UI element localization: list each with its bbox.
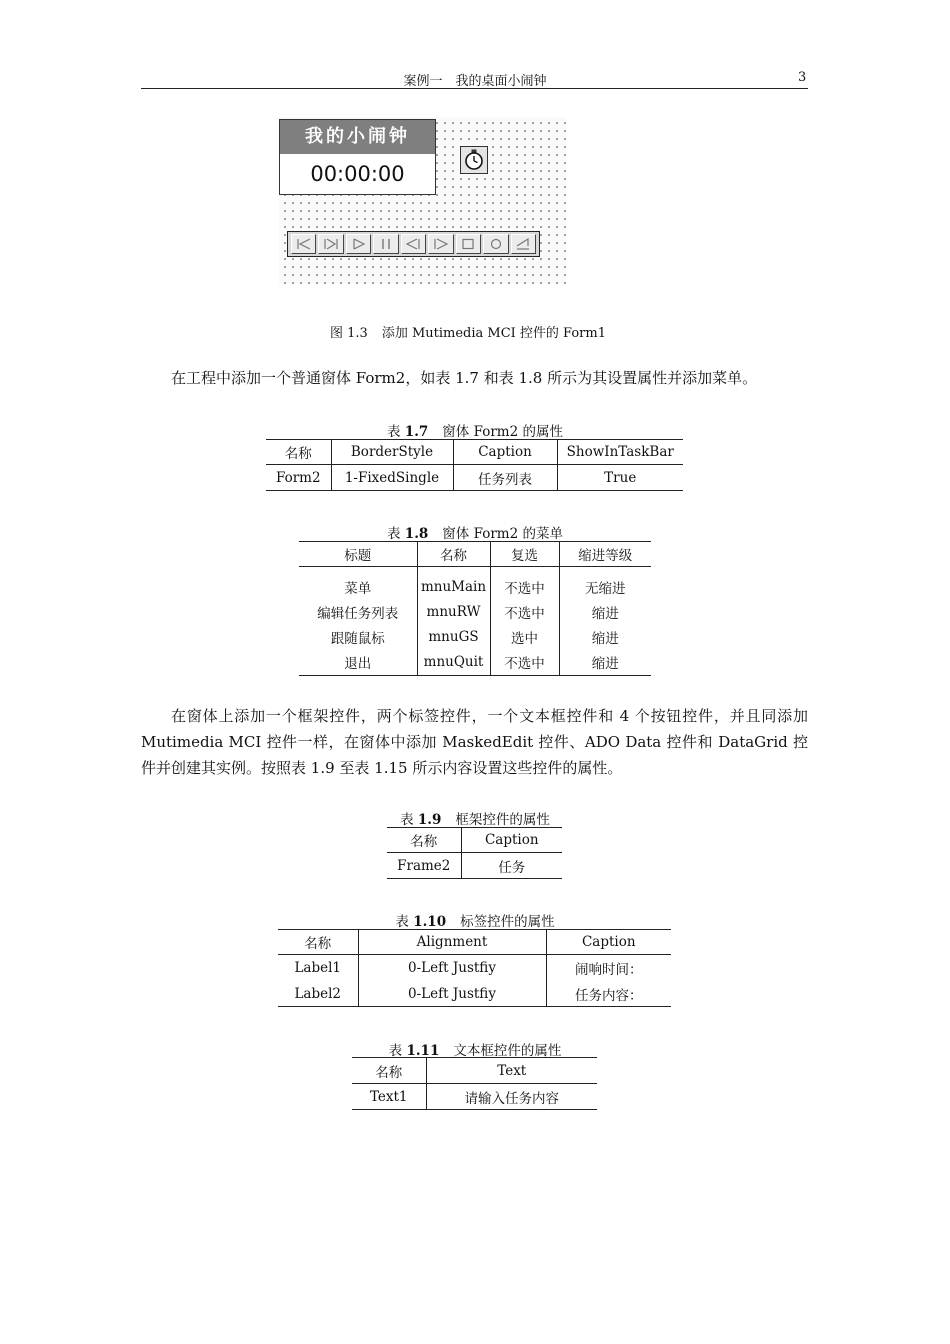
table-row	[352, 1084, 597, 1110]
skip-forward-icon	[323, 238, 339, 250]
table-cell: 退出	[344, 656, 372, 673]
table-row	[387, 853, 562, 879]
table-header-cell: ShowInTaskBar	[557, 440, 683, 465]
paragraph-1: 在工程中添加一个普通窗体 Form2，如表 1.7 和表 1.8 所示为其设置属性并添加菜单。	[171, 369, 758, 387]
table-cell: Form2	[275, 469, 321, 486]
page-number: 3	[798, 70, 807, 85]
clock-title: 我的小闹钟	[280, 120, 435, 154]
table-row	[299, 575, 651, 600]
table-cell: 不选中	[490, 650, 559, 676]
table-cell: 任务	[461, 853, 562, 879]
figure-caption	[0, 322, 950, 341]
stop-icon	[460, 238, 476, 250]
table-cell: 不选中	[490, 600, 559, 625]
table-row	[278, 955, 671, 982]
running-header: 案例一 我的桌面小闹钟	[403, 74, 547, 89]
header-rule	[141, 88, 808, 89]
table-cell: mnuGS	[417, 625, 490, 650]
table-header-cell: 名称	[284, 446, 312, 462]
table-cell: 选中	[490, 625, 559, 650]
mci-prev-button[interactable]	[291, 234, 316, 254]
table-header-cell: 复选	[490, 542, 559, 567]
eject-icon	[515, 238, 531, 250]
table-header-cell: 标题	[344, 548, 372, 564]
figure-number: 图 1.3	[330, 326, 368, 341]
clock-panel	[279, 119, 436, 195]
pause-icon	[378, 238, 394, 250]
table-cell: 1-FixedSingle	[331, 465, 453, 491]
table-cell: 无缩进	[559, 575, 651, 600]
table-header-cell: 名称	[417, 542, 490, 567]
table-1-9	[387, 827, 562, 879]
paragraph-2: 在窗体上添加一个框架控件，两个标签控件，一个文本框控件和 4 个按钮控件，并且同添加 Mutimedia MCI 控件一样，在窗体中添加 MaskedEdit 控件、ADO Data 控件和 DataGrid 控件并创建其实例。按照表 1.9 至表 1.15 所示内容设置这些控件的属性。	[141, 707, 808, 777]
mci-next-button[interactable]	[318, 234, 343, 254]
table-cell: 缩进	[559, 650, 651, 676]
table-cell: 任务内容：	[546, 982, 671, 1007]
table-cell: Label1	[294, 960, 342, 977]
mci-record-button[interactable]	[483, 234, 508, 254]
table-cell: mnuMain	[417, 575, 490, 600]
clock-time: 00:00:00	[310, 162, 405, 186]
table-cell: Frame2	[397, 857, 451, 874]
mci-eject-button[interactable]	[511, 234, 536, 254]
mci-play-button[interactable]	[346, 234, 371, 254]
mci-pause-button[interactable]	[373, 234, 398, 254]
table-1-11-title: 表 1.11 文本框控件的属性	[388, 1043, 562, 1059]
table-cell: 闹响时间：	[546, 955, 671, 982]
table-cell: 任务列表	[453, 465, 557, 491]
table-cell: 菜单	[344, 581, 372, 597]
table-row	[278, 982, 671, 1007]
table-1-11	[352, 1057, 597, 1110]
table-cell: 请输入任务内容	[426, 1084, 597, 1110]
table-1-7-title: 表 1.7 窗体 Form2 的属性	[387, 424, 563, 440]
table-header-cell: BorderStyle	[331, 440, 453, 465]
table-header-cell: Caption	[546, 930, 671, 955]
table-1-10-title: 表 1.10 标签控件的属性	[395, 914, 555, 930]
table-row	[299, 650, 651, 676]
timer-control[interactable]	[460, 146, 488, 174]
table-header-cell: Text	[426, 1058, 597, 1084]
table-header-cell: Alignment	[358, 930, 546, 955]
table-header-cell: 名称	[410, 834, 438, 850]
table-cell: 编辑任务列表	[317, 606, 399, 622]
skip-back-icon	[296, 238, 312, 250]
step-forward-icon	[433, 238, 449, 250]
figure-caption-text: 添加 Mutimedia MCI 控件的 Form1	[381, 326, 606, 341]
table-cell: Text1	[369, 1088, 408, 1105]
table-cell: True	[557, 465, 683, 491]
table-1-7	[266, 439, 683, 491]
mci-control	[287, 231, 540, 257]
table-cell: 0-Left Justfiy	[358, 982, 546, 1007]
table-1-9-title: 表 1.9 框架控件的属性	[400, 812, 550, 828]
table-1-10	[278, 929, 671, 1007]
table-header-cell: Caption	[453, 440, 557, 465]
table-row	[266, 465, 683, 491]
mci-step-button[interactable]	[428, 234, 453, 254]
stopwatch-icon	[461, 147, 487, 173]
table-cell: 不选中	[490, 575, 559, 600]
play-icon	[351, 238, 367, 250]
table-row	[299, 625, 651, 650]
table-header-cell: 名称	[375, 1064, 403, 1081]
table-cell: mnuRW	[417, 600, 490, 625]
table-header-cell: 缩进等级	[559, 542, 651, 567]
table-cell: Label2	[294, 985, 342, 1002]
table-1-8	[299, 541, 651, 676]
table-cell: 缩进	[559, 600, 651, 625]
table-row	[299, 600, 651, 625]
table-header-cell: Caption	[461, 828, 562, 853]
step-back-icon	[405, 238, 421, 250]
record-icon	[488, 238, 504, 250]
table-cell: mnuQuit	[417, 650, 490, 676]
table-cell: 缩进	[559, 625, 651, 650]
mci-back-button[interactable]	[401, 234, 426, 254]
table-1-8-title: 表 1.8 窗体 Form2 的菜单	[387, 526, 563, 542]
table-cell: 0-Left Justfiy	[358, 955, 546, 982]
mci-stop-button[interactable]	[456, 234, 481, 254]
table-header-cell: 名称	[304, 936, 332, 952]
table-cell: 跟随鼠标	[330, 631, 385, 647]
